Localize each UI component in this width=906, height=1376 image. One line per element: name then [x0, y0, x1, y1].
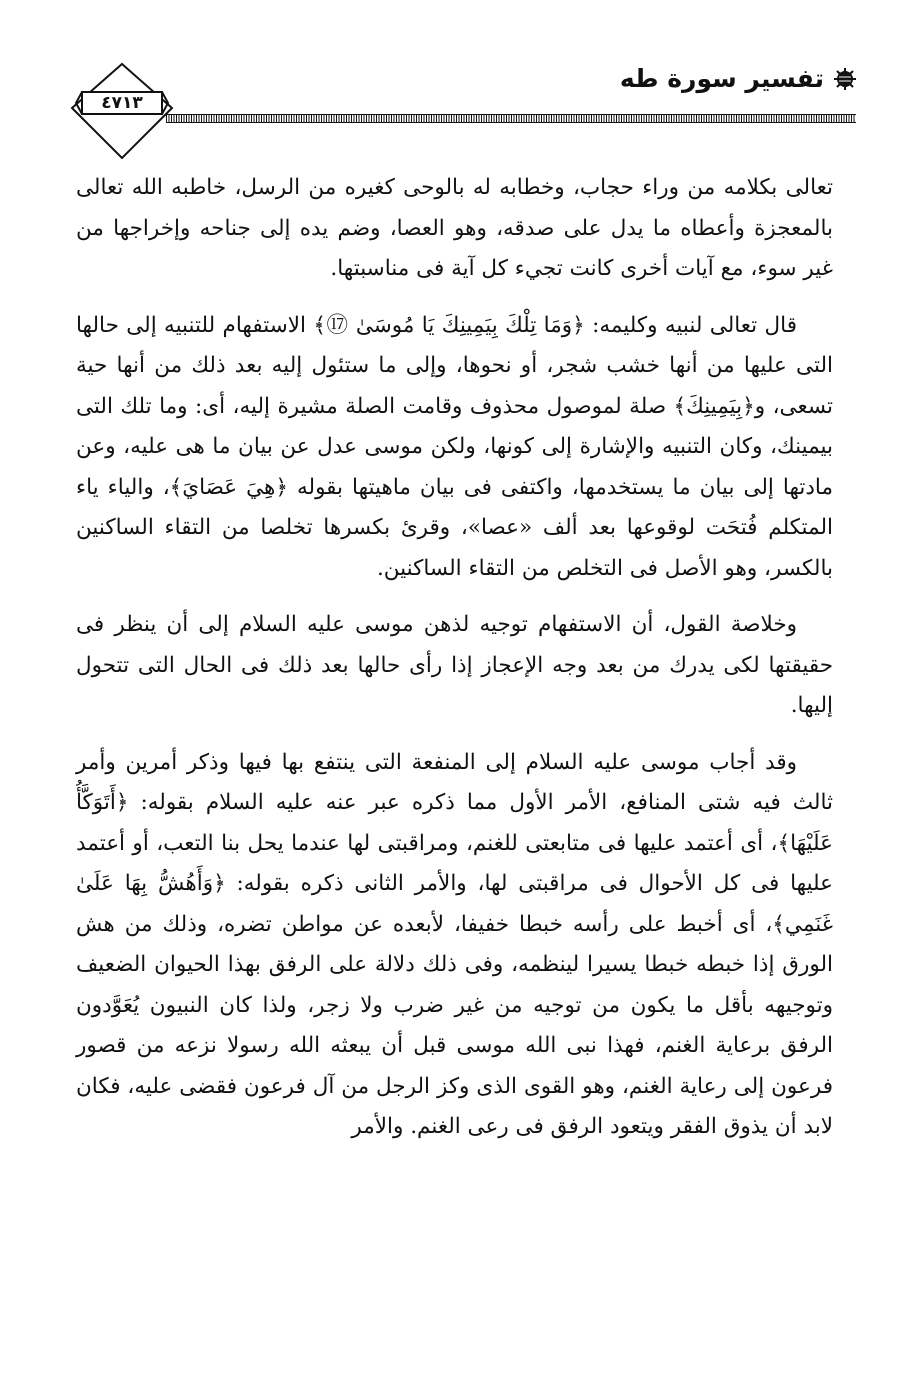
running-title-group	[620, 64, 856, 94]
paragraph-4: وقد أجاب موسى عليه السلام إلى المنفعة التى ينتفع بها فيها وذكر أمرين وأمر ثالث فيه شتى المنافع، الأمر الأول مما ذكره عبر عنه عليه السلام بقوله: ﴿أَتَوَكَّأُ عَلَيْهَا﴾، أى أعتمد عليها فى متابعتى للغنم، ومراقبتى لها عندما يحل بنا التعب، أو أعتمد عليها فى كل الأحوال فى مراقبتى لها، والأمر الثانى ذكره بقوله: ﴿وَأَهُشُّ بِهَا عَلَىٰ غَنَمِي﴾، أى أخبط على رأسه خبطا خفيفا، لأبعده عن مواطن تضره، وذلك من هش الورق إذا خبطه خبطا يسيرا لينظمه، وفى ذلك دلالة على الرفق بهذا الحيوان الضعيف وتوجيهه بأقل ما يكون من توجيه من غير ضرب ولا زجر، ولذا كان النبيون يُعَوَّدون الرفق برعاية الغنم، فهذا نبى الله موسى قبل أن يبعثه الله رسولا نزعه من قصور فرعون إلى رعاية الغنم، وهو القوى الذى وكز الرجل من آل فرعون فقضى عليه، فكان لابد أن يذوق الفقر ويتعود الرفق فى رعى الغنم. والأمر	[76, 749, 833, 1139]
page-number: ٤٧١٣	[101, 93, 143, 113]
page-number-badge	[70, 62, 174, 162]
body-text	[76, 168, 833, 1148]
ornament-icon	[834, 68, 856, 90]
paragraph-3: وخلاصة القول، أن الاستفهام توجيه لذهن موسى عليه السلام إلى أن ينظر فى حقيقتها لكى يدرك من بعد وجه الإعجاز إذا رأى حالها بعد ذلك فى الحال التى تتحول إليها.	[76, 612, 833, 718]
running-title: تفسير سورة طه	[619, 64, 824, 93]
header-rule	[166, 114, 856, 123]
paragraph-1: تعالى بكلامه من وراء حجاب، وخطابه له بالوحى كغيره من الرسل، خاطبه الله تعالى بالمعجزة وأعطاه ما يدل على صدقه، وهو العصا، وضم يده إلى جناحه وإخراجها من غير سوء، مع آيات أخرى كانت تجيء كل آية فى مناسبتها.	[76, 175, 833, 281]
page-header	[70, 62, 856, 162]
paragraph-2: قال تعالى لنبيه وكليمه: ﴿وَمَا تِلْكَ بِيَمِينِكَ يَا مُوسَىٰ ⑰﴾ الاستفهام للتنبيه إلى حالها التى عليها من أنها خشب شجر، أو نحوها، وإلى ما ستئول إليه بعد ذلك من أنها حية تسعى، و﴿بِيَمِينِكَ﴾ صلة لموصول محذوف وقامت الصلة مشيرة إليه، أى: وما تلك التى بيمينك، وكان التنبيه والإشارة إلى كونها، ولكن موسى عدل عن بيان ما هى عليه، وعن مادتها إلى بيان ما يستخدمها، واكتفى فى بيان ماهيتها بقوله ﴿هِيَ عَصَايَ﴾، والياء ياء المتكلم فُتحَت لوقوعها بعد ألف «عصا»، وقرئ بكسرها تخلصا من التقاء الساكنين بالكسر، وهو الأصل فى التخلص من التقاء الساكنين.	[76, 312, 833, 581]
